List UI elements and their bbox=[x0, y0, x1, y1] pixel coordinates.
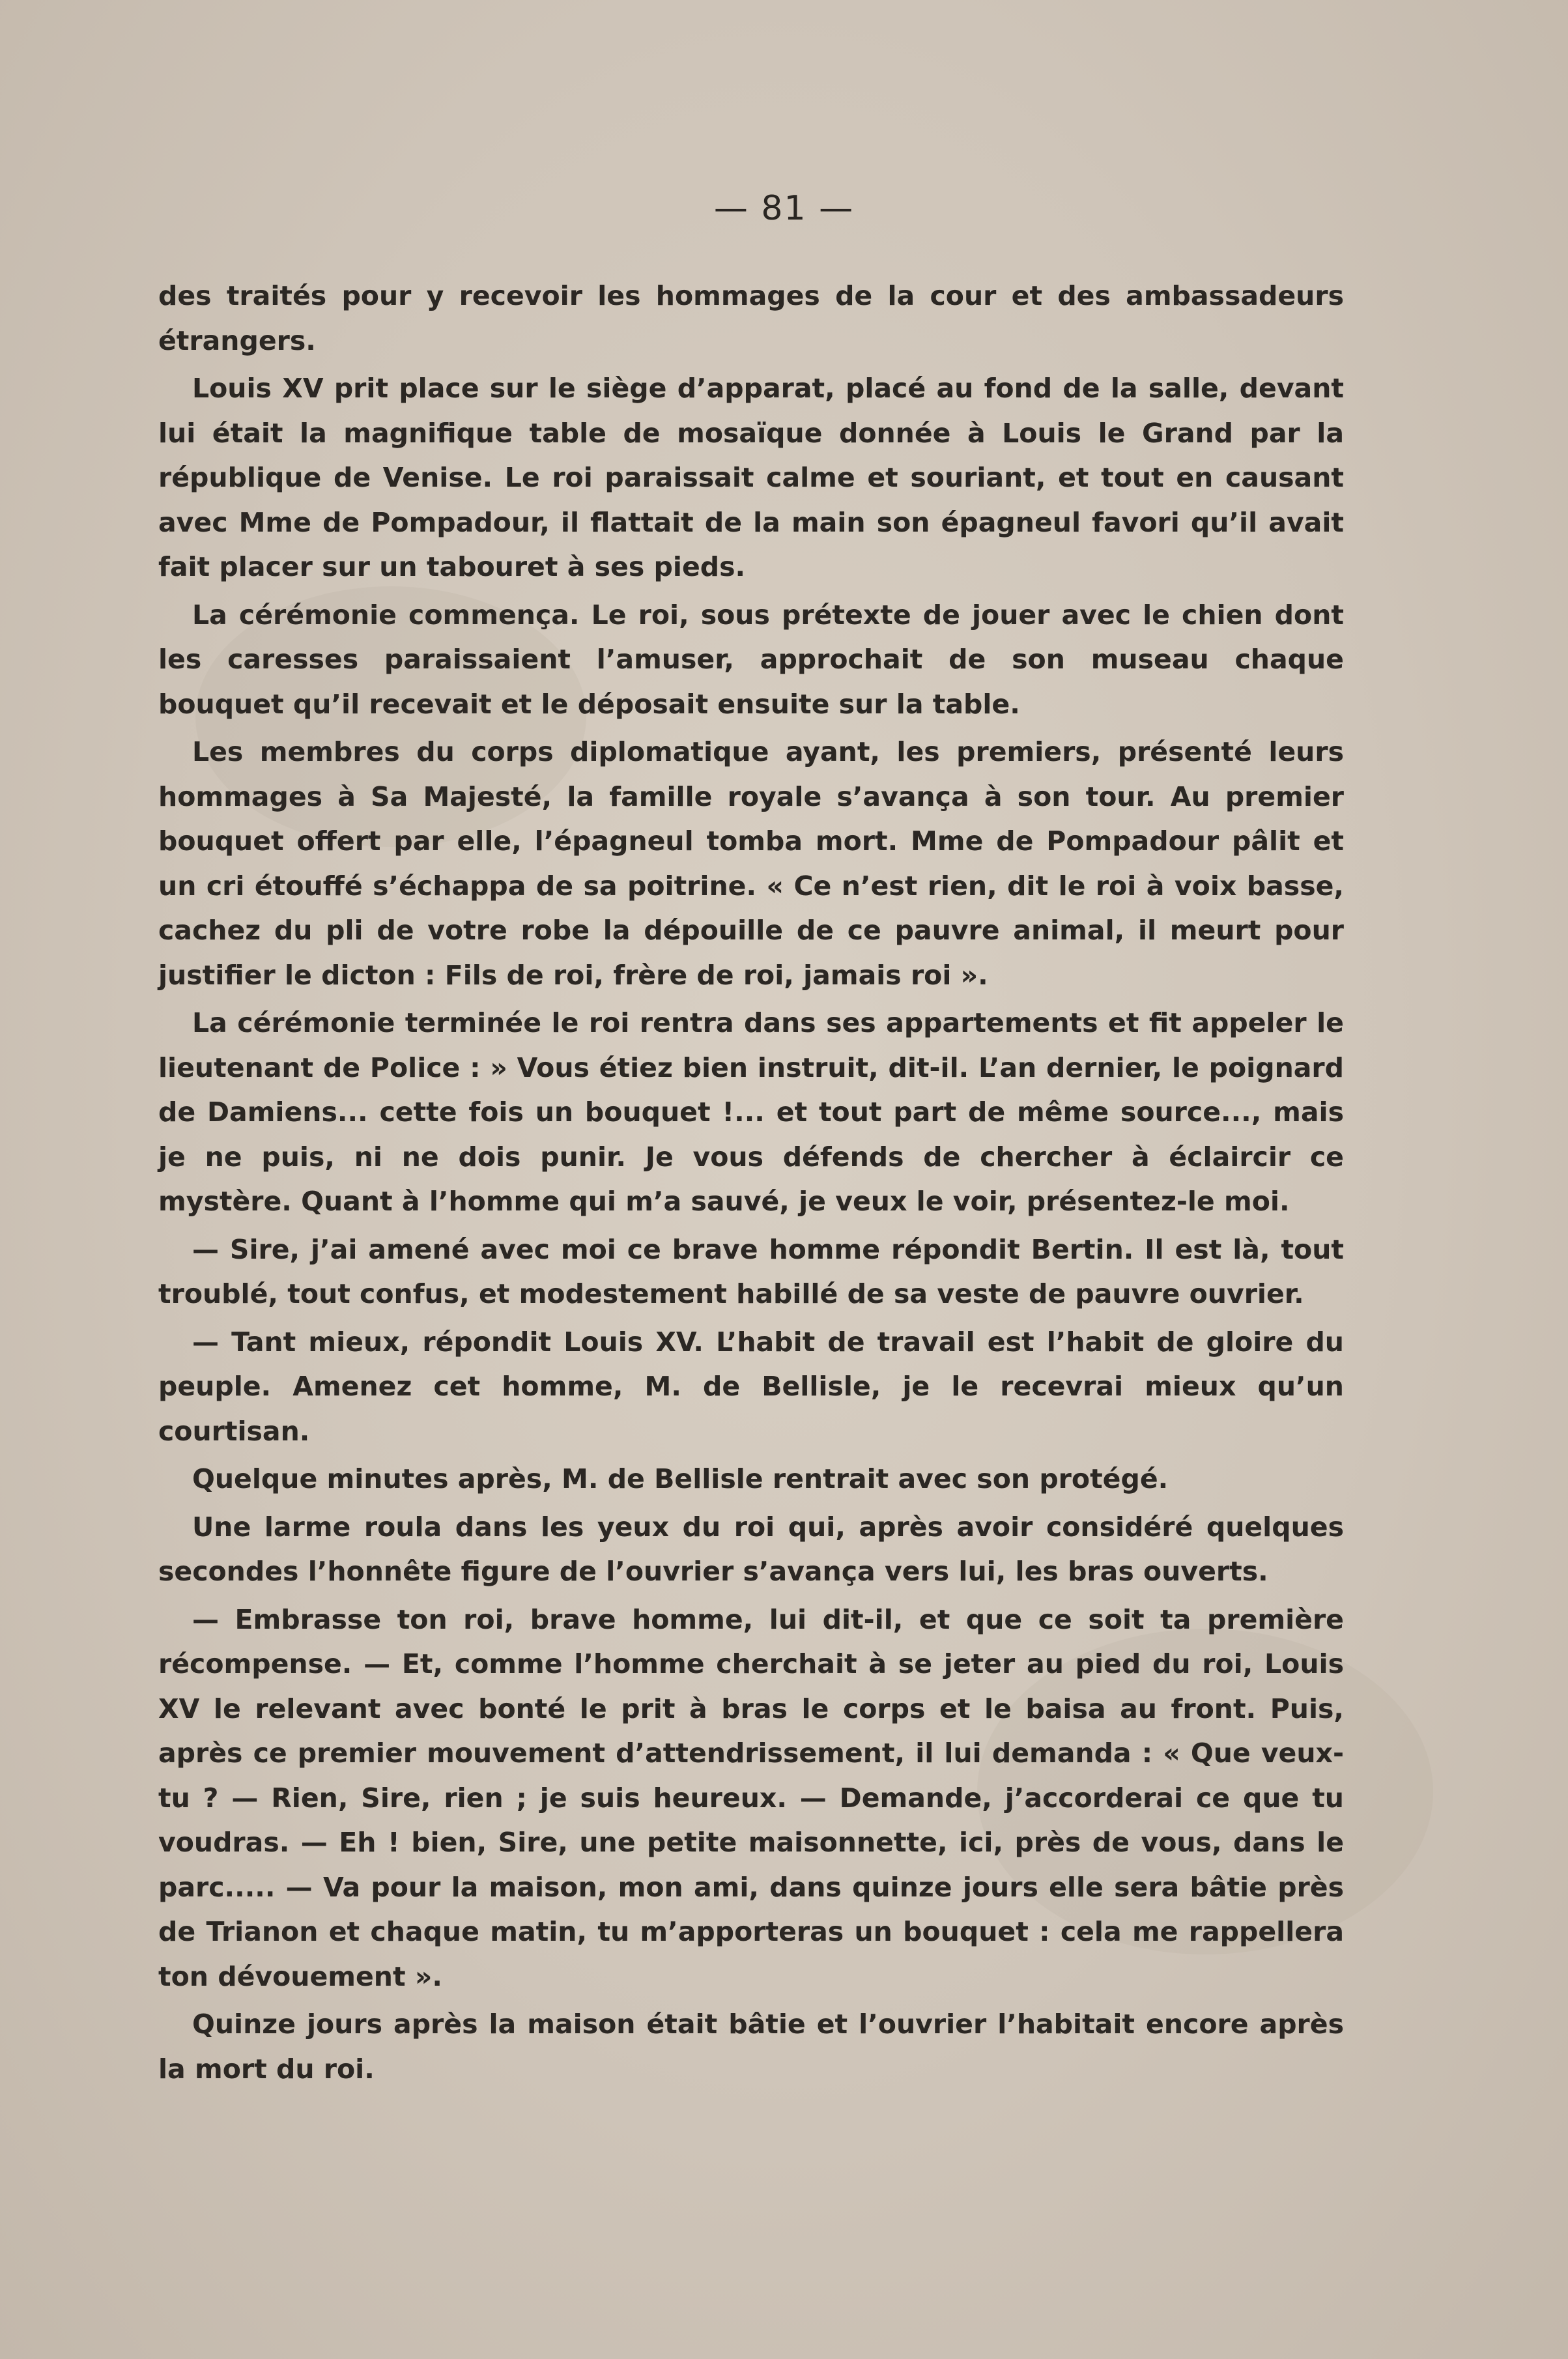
paragraph: — Sire, j’ai amené avec moi ce brave homme répondit Bertin. Il est là, tout troublé, tout confus, et modestement habillé de sa veste de pauvre ouvrier. bbox=[158, 1233, 1344, 1309]
paragraph: Louis XV prit place sur le siège d’apparat, placé au fond de la salle, devant lui était la magnifique table de mosaïque donnée à Louis le Grand par la république de Venise. Le roi paraissait calme et souriant, et tout en causant avec Mme de Pompadour, il flattait de la main son épagneul favori qu’il avait fait placer sur un tabouret à ses pieds. bbox=[158, 373, 1344, 582]
paragraph: — Tant mieux, répondit Louis XV. L’habit de travail est l’habit de gloire du peuple. Amenez cet homme, M. de Bellisle, je le recevrai mieux qu’un courtisan. bbox=[158, 1326, 1344, 1447]
paragraph: Quinze jours après la maison était bâtie et l’ouvrier l’habitait encore après la mort du roi. bbox=[158, 2009, 1344, 2085]
paragraph: — Embrasse ton roi, brave homme, lui dit-il, et que ce soit ta première récompense. — Et, comme l’homme cherchait à se jeter au pied du roi, Louis XV le relevant avec bonté le prit à bras le corps et le baisa au front. Puis, après ce premier mouvement d’attendrissement, il lui demanda : « Que veux-tu ? — Rien, Sire, rien ; je suis heureux. — Demande, j’accorderai ce que tu voudras. — Eh ! bien, Sire, une petite maisonnette, ici, près de vous, dans le parc..... — Va pour la maison, mon ami, dans quinze jours elle sera bâtie près de Trianon et chaque matin, tu m’apporteras un bouquet : cela me rappellera ton dévouement ». bbox=[158, 1603, 1344, 1992]
paragraph: Quelque minutes après, M. de Bellisle rentrait avec son protégé. bbox=[192, 1463, 1169, 1494]
paragraph: Une larme roula dans les yeux du roi qui, après avoir considéré quelques secondes l’honnête figure de l’ouvrier s’avança vers lui, les bras ouverts. bbox=[158, 1511, 1344, 1587]
page-number: — 81 — bbox=[713, 189, 855, 228]
paragraph: La cérémonie terminée le roi rentra dans ses appartements et fit appeler le lieutenant de Police : » Vous étiez bien instruit, dit-il. L’an dernier, le poignard de Damiens... cette fois un bouquet !... et tout part de même source..., mais je ne puis, ni ne dois punir. Je vous défends de chercher à éclaircir ce mystère. Quant à l’homme qui m’a sauvé, je veux le voir, présentez-le moi. bbox=[158, 1007, 1344, 1217]
paragraph: des traités pour y recevoir les hommages de la cour et des ambassadeurs étrangers. bbox=[158, 280, 1344, 356]
paragraph: Les membres du corps diplomatique ayant, les premiers, présenté leurs hommages à Sa Majesté, la famille royale s’avança à son tour. Au premier bouquet offert par elle, l’épagneul tomba mort. Mme de Pompadour pâlit et un cri étouffé s’échappa de sa poitrine. « Ce n’est rien, dit le roi à voix basse, cachez du pli de votre robe la dépouille de ce pauvre animal, il meurt pour justifier le dicton : Fils de roi, frère de roi, jamais roi ». bbox=[158, 736, 1344, 991]
body-text bbox=[158, 274, 1344, 2091]
paragraph: La cérémonie commença. Le roi, sous prétexte de jouer avec le chien dont les caresses paraissaient l’amuser, approchait de son museau chaque bouquet qu’il recevait et le déposait ensuite sur la table. bbox=[158, 599, 1344, 720]
